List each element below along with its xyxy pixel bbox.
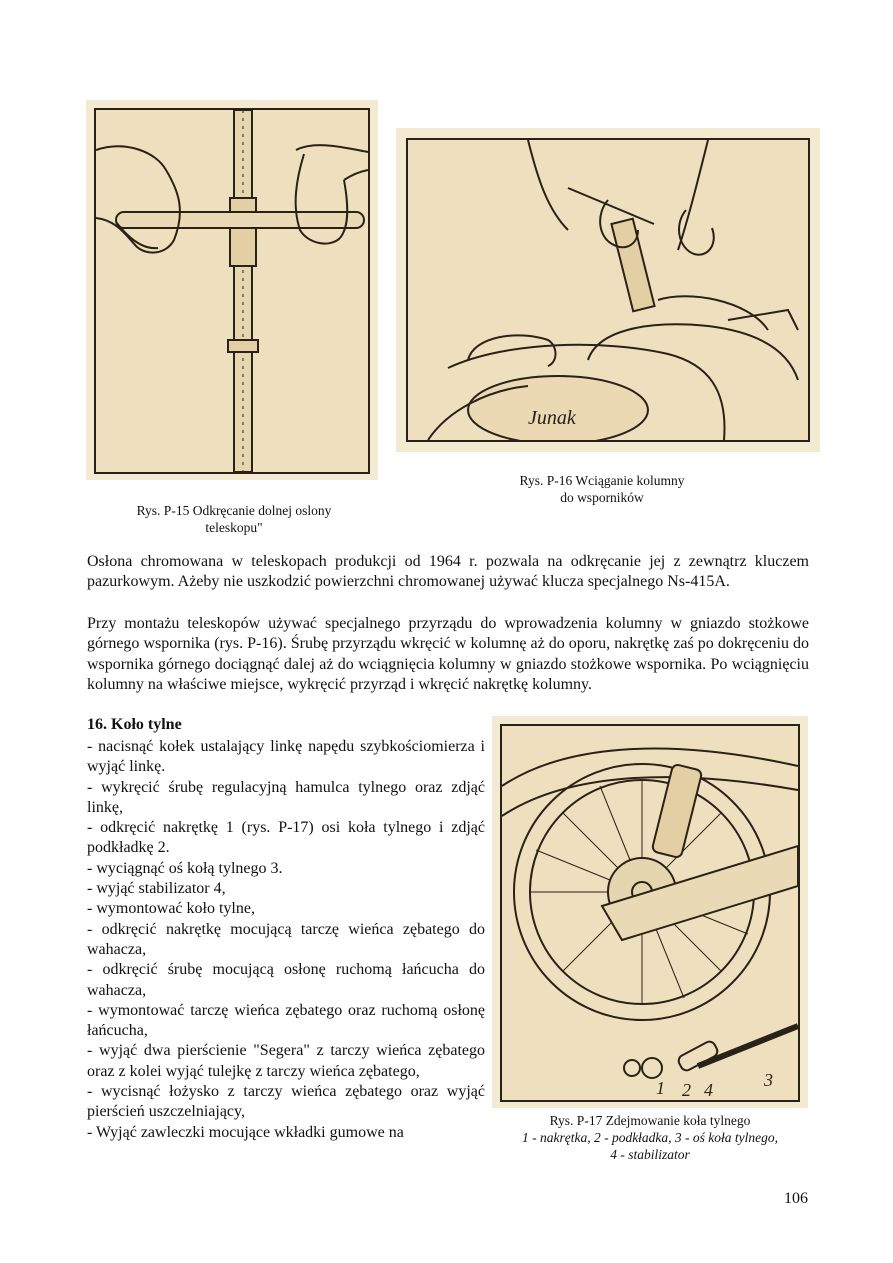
step-list	[87, 737, 485, 1143]
caption-line: Rys. P-16 Wciąganie kolumny	[519, 473, 685, 488]
list-item: - wyjąć dwa pierścienie "Segera" z tarczy wieńca zębatego oraz z kolei wyjąć tulejkę z tarczy wieńca zębatego,	[87, 1042, 485, 1080]
rear-wheel-drawing	[502, 726, 798, 1100]
figure-p16-illustration	[406, 138, 810, 442]
figure-p15-illustration	[94, 108, 370, 474]
section-heading: 16. Koło tylne	[87, 716, 182, 733]
column-pulling-drawing	[408, 140, 808, 440]
list-item: - wycisnąć łożysko z tarczy wieńca zębatego oraz wyjąć pierścień uszczelniający,	[87, 1083, 485, 1121]
caption-line: teleskopu"	[205, 520, 263, 535]
figure-p15-caption	[86, 502, 382, 536]
label-2: 2	[682, 1080, 691, 1100]
list-item: - Wyjąć zawleczki mocujące wkładki gumowe na	[87, 1123, 404, 1141]
figure-p17	[492, 716, 808, 1108]
caption-line: Rys. P-15 Odkręcanie dolnej oslony	[136, 503, 332, 518]
label-4: 4	[704, 1080, 713, 1100]
caption-legend: 1 - nakrętka, 2 - podkładka, 3 - oś koła tylnego,	[521, 1130, 779, 1145]
telescope-wrench-drawing	[96, 110, 368, 472]
caption-line: do wsporników	[560, 490, 644, 505]
list-item: - odkręcić nakrętkę 1 (rys. P-17) osi koła tylnego i zdjąć podkładkę 2.	[87, 819, 485, 857]
tank-logo: Junak	[528, 407, 576, 429]
figure-p16	[396, 128, 820, 452]
list-item: - wymontować koło tylne,	[87, 900, 255, 918]
list-item: - nacisnąć kołek ustalający linkę napędu szybkościomierza i wyjąć linkę.	[87, 738, 485, 776]
label-1: 1	[656, 1078, 665, 1098]
figure-p17-illustration	[500, 724, 800, 1102]
list-item: - wyciągnąć oś kołą tylnego 3.	[87, 859, 283, 877]
figure-p17-caption	[492, 1112, 808, 1163]
figure-p16-caption	[474, 472, 730, 506]
paragraph-chrome-cover: Osłona chromowana w teleskopach produkcji od 1964 r. pozwala na odkręcanie jej z zewnątrz kluczem pazurkowym. Ażeby nie uszkodzić powierzchni chromowanej używać klucza specjalnego Ns-415A.	[87, 553, 809, 591]
paragraph-telescope-mounting: Przy montażu teleskopów używać specjalnego przyrządu do wprowadzenia kolumny w gniazdo stożkowe górnego wspornika (rys. P-16). Śrubę przyrządu wkręcić w kolumnę aż do oporu, nakrętkę zaś po dokręceniu do wspornika górnego dociągnąć dalej aż do wciągnięcia kolumny w gniazdo stożkowe wspornika. Po wciągnięciu kolumny na właściwe miejsce, wykręcić przyrząd i wkręcić nakrętkę kolumny.	[87, 615, 809, 693]
page-number: 106	[784, 1190, 808, 1207]
label-3: 3	[764, 1070, 773, 1090]
figure-p15	[86, 100, 378, 480]
caption-legend: 4 - stabilizator	[610, 1147, 690, 1162]
list-item: - wykręcić śrubę regulacyjną hamulca tylnego oraz zdjąć linkę,	[87, 778, 485, 816]
list-item: - odkręcić nakrętkę mocującą tarczę wieńca zębatego do wahacza,	[87, 920, 485, 958]
list-item: - odkręcić śrubę mocującą osłonę ruchomą łańcucha do wahacza,	[87, 961, 485, 999]
list-item: - wyjąć stabilizator 4,	[87, 880, 226, 898]
caption-line: Rys. P-17 Zdejmowanie koła tylnego	[549, 1113, 751, 1128]
list-item: - wymontować tarczę wieńca zębatego oraz ruchomą osłonę łańcucha,	[87, 1001, 485, 1040]
